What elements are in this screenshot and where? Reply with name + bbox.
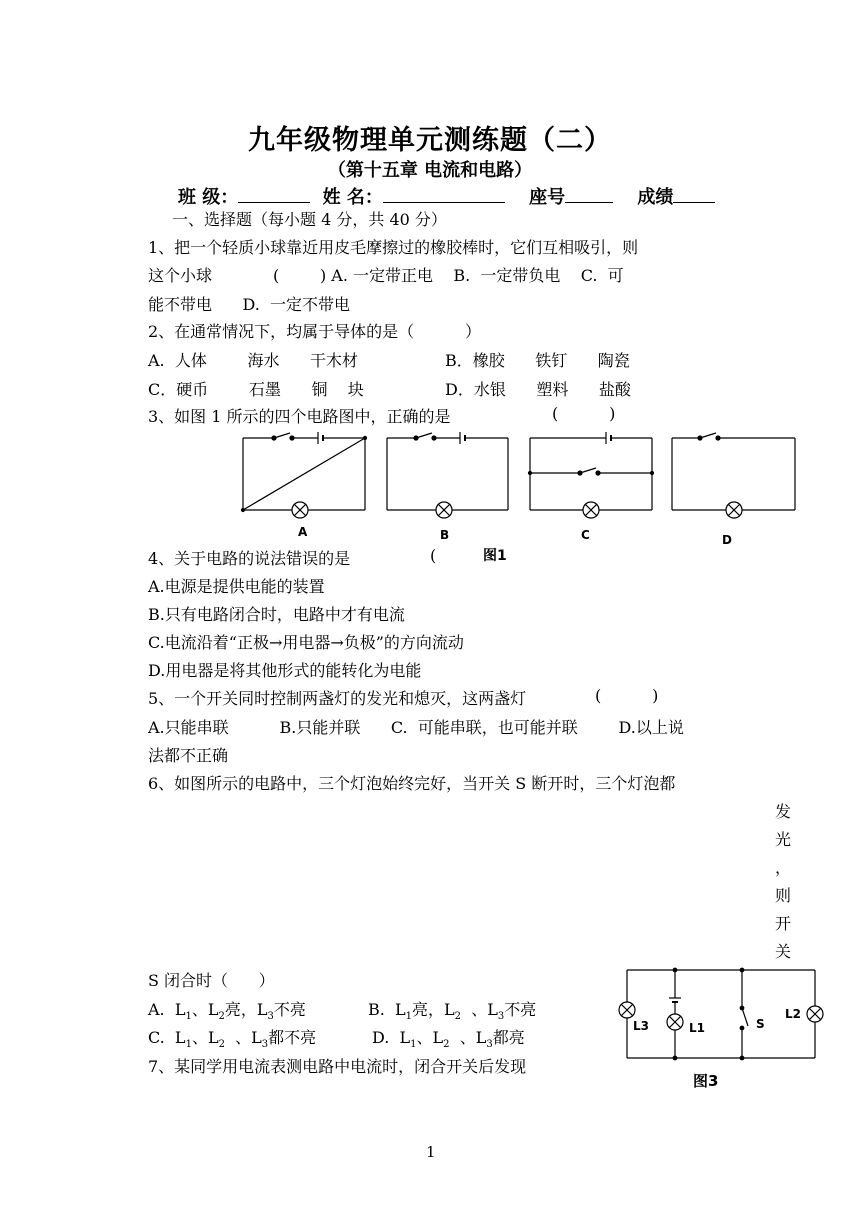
q5-options-tail: 法都不正确 (148, 746, 229, 765)
q5-options: A.只能串联 B.只能并联 C. 可能串联，也可能并联 D.以上说 (148, 718, 684, 737)
fig3-label-l3: L3 (633, 1019, 649, 1033)
circuit-b (387, 432, 508, 518)
q4-option-b: B.只有电路闭合时，电路中才有电流 (148, 605, 405, 624)
q6-continuation: S 闭合时（ ） (148, 971, 275, 990)
q3-paren: ( ) (552, 404, 616, 423)
q2-option-c: C．硬币 石墨 铜 块 (148, 380, 364, 399)
circuit-d-label: D (722, 533, 732, 547)
q2-stem: 2、在通常情况下，均属于导体的是（ ） (148, 322, 482, 341)
seat-label: 座号 (529, 187, 566, 208)
score-blank (673, 184, 715, 203)
fig3-label-l2: L2 (785, 1007, 801, 1021)
page-subtitle: （第十五章 电流和电路） (327, 160, 533, 181)
fig3-label-s: S (756, 1017, 765, 1031)
q6-vertical-char-2: 光 (775, 830, 792, 849)
q6-option-c: C. $L_1$、$L_2$ 、$L_3$都不亮 (148, 1028, 317, 1051)
q1-line1: 1、把一个轻质小球靠近用皮毛摩擦过的橡胶棒时，它们互相吸引，则 (148, 238, 639, 257)
q5-stem: 5、一个开关同时控制两盏灯的发光和熄灭，这两盏灯 (148, 689, 527, 708)
q4-option-a: A.电源是提供电能的装置 (148, 577, 325, 596)
q6-vertical-char-4: 则 (775, 886, 792, 905)
page-number: 1 (426, 1143, 436, 1161)
q6-vertical-char-1: 发 (775, 802, 792, 821)
figure3-caption: 图3 (693, 1072, 719, 1090)
class-blank (238, 184, 310, 203)
q4-paren: ( (430, 546, 437, 565)
q6-option-a: A. $L_1$、$L_2$亮，$L_3$不亮 (148, 1000, 306, 1023)
q1-line3: 能不带电 D. 一定不带电 (148, 295, 351, 314)
q6-option-d: D. $L_1$、$L_2$ 、$L_3$都亮 (372, 1028, 525, 1051)
q4-stem: 4、关于电路的说法错误的是 (148, 549, 351, 568)
q3-stem: 3、如图 1 所示的四个电路图中，正确的是 (148, 407, 451, 426)
circuit-b-label: B (440, 528, 450, 542)
score-label: 成绩 (637, 187, 674, 208)
q6-vertical-char-5: 开 (775, 914, 792, 933)
q2-option-a: A. 人体 海水 干木材 (148, 351, 359, 370)
q6-vertical-char-3: ， (775, 858, 792, 877)
circuit-c-label: C (581, 528, 590, 542)
circuit-d (672, 433, 795, 518)
circuit-a (242, 432, 367, 518)
q6-option-b: B. $L_1$亮，$L_2$ 、$L_3$不亮 (368, 1000, 537, 1023)
q2-option-b: B．橡胶 铁钉 陶瓷 (445, 351, 630, 370)
seat-blank (565, 184, 613, 203)
q4-option-d: D.用电器是将其他形式的能转化为电能 (148, 661, 422, 680)
q6-stem: 6、如图所示的电路中，三个灯泡始终完好，当开关 S 断开时，三个灯泡都 (148, 774, 676, 793)
circuit-a-label: A (298, 525, 308, 539)
q7-stem: 7、某同学用电流表测电路中电流时，闭合开关后发现 (148, 1057, 527, 1076)
page-title: 九年级物理单元测练题（二） (248, 125, 612, 156)
q4-option-c: C.电流沿着“正极→用电器→负极”的方向流动 (148, 633, 464, 652)
name-blank (383, 184, 505, 203)
q2-option-d: D．水银 塑料 盐酸 (445, 380, 631, 399)
q1-line2: 这个小球 ( ) A. 一定带正电 B. 一定带负电 C. 可 (148, 266, 624, 285)
figure1-caption: 图1 (483, 548, 507, 564)
q6-vertical-char-6: 关 (775, 942, 792, 961)
name-label: 姓 名： (322, 187, 383, 208)
class-label: 班 级： (178, 187, 239, 208)
section-heading: 一、选择题（每小题 4 分，共 40 分） (172, 210, 447, 229)
q5-paren: ( ) (595, 686, 659, 705)
fig3-label-l1: L1 (689, 1021, 705, 1035)
circuit-c (529, 432, 654, 518)
student-info-row (178, 183, 715, 209)
